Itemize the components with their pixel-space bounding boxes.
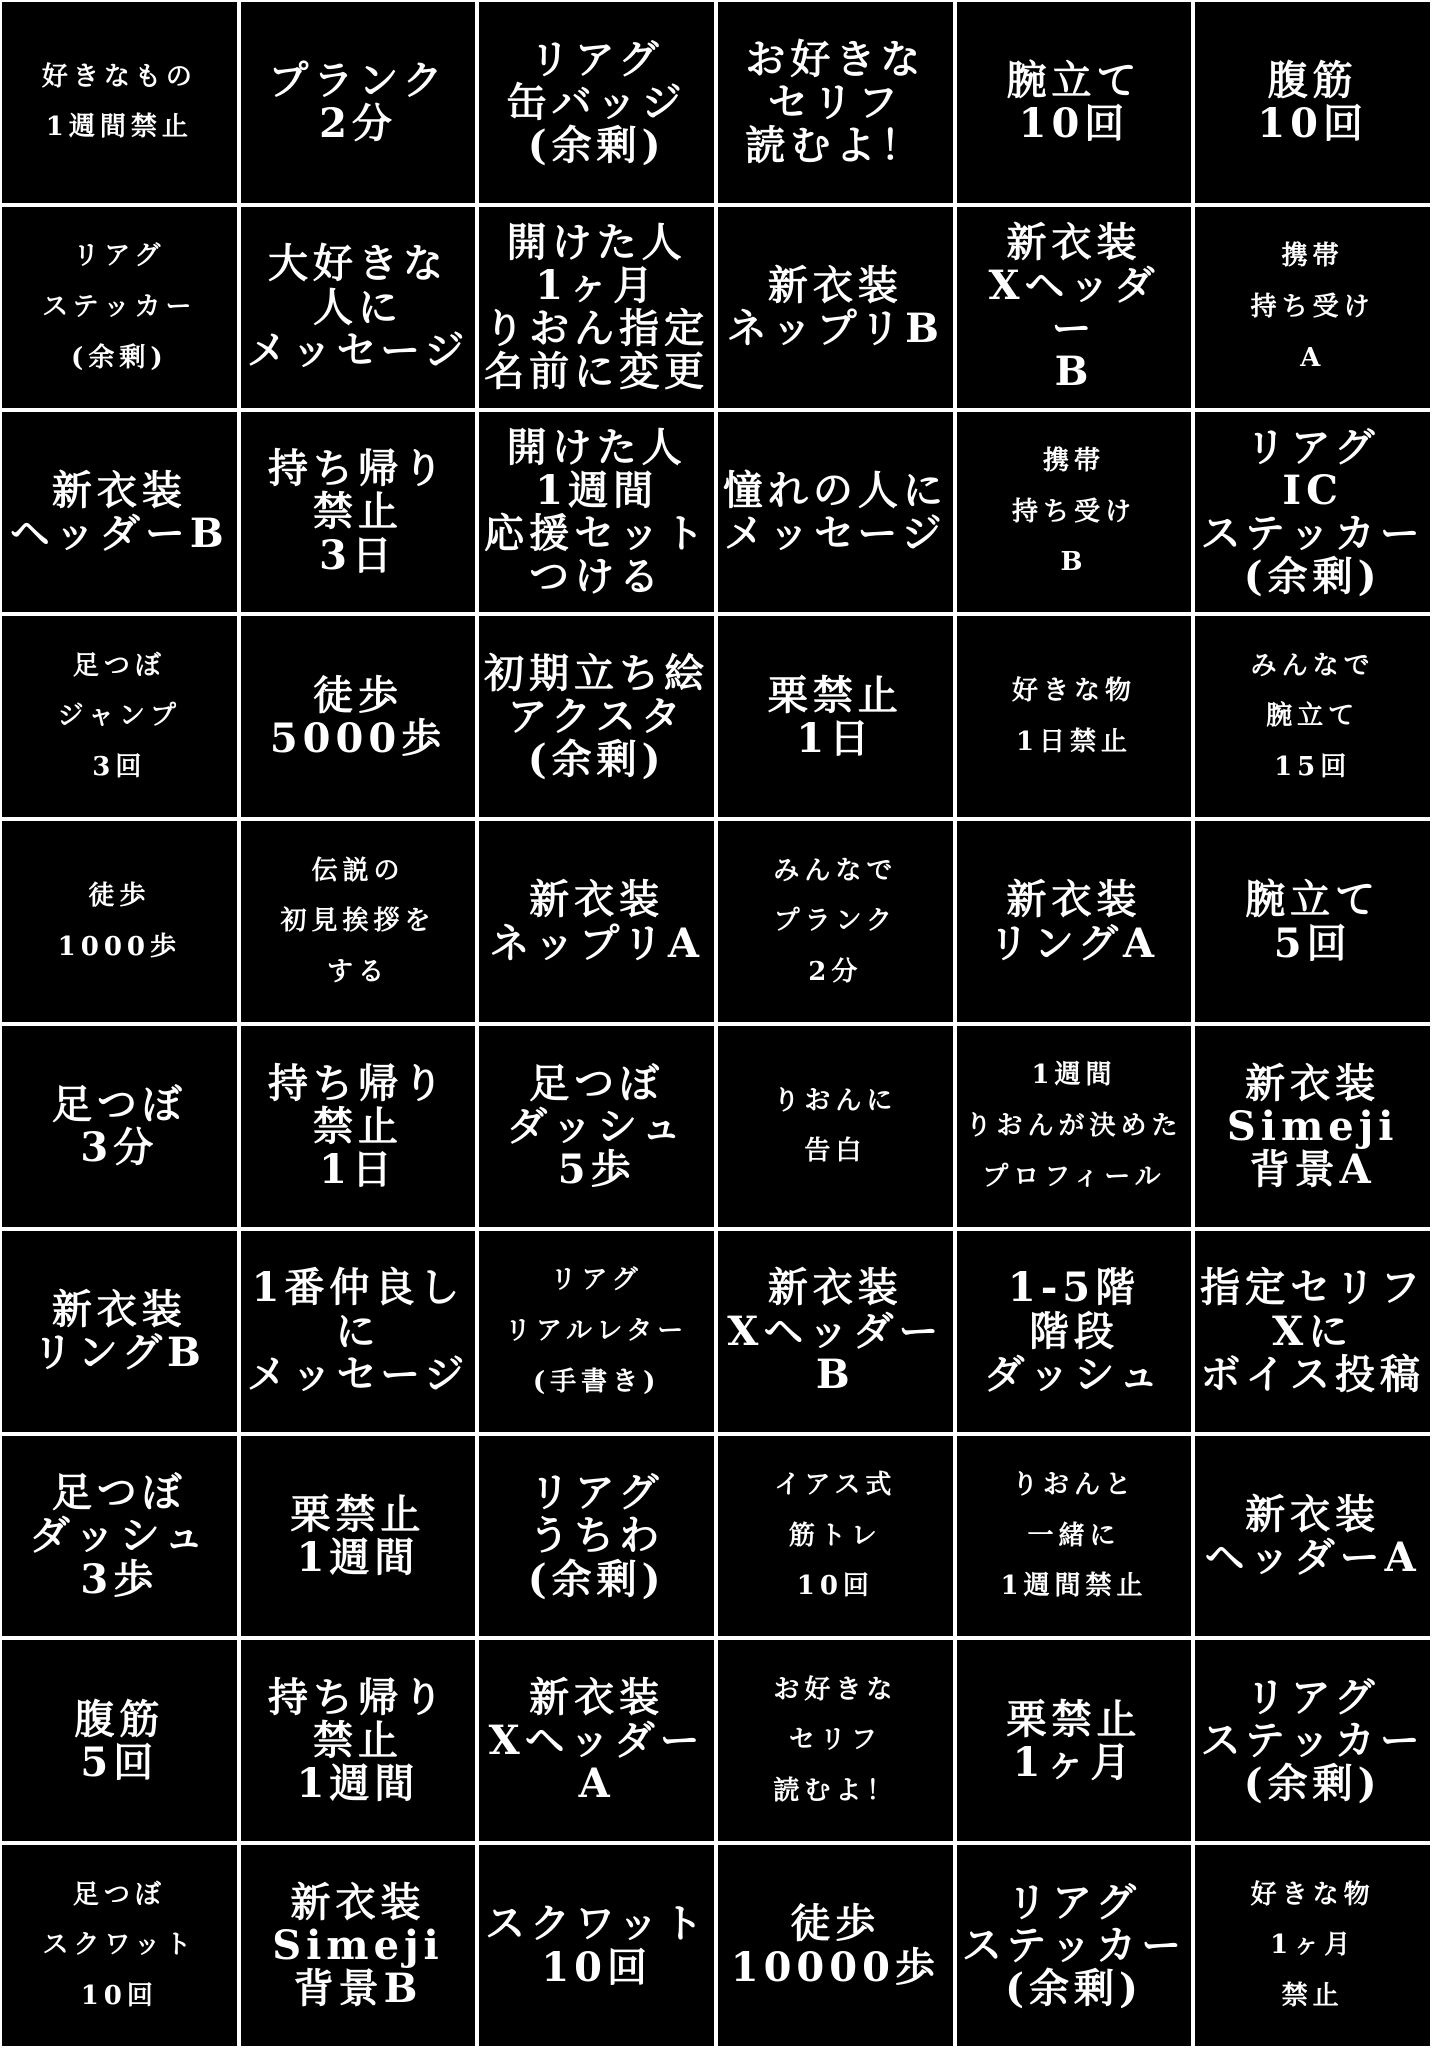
grid-cell-r5-c6[interactable] xyxy=(1195,821,1430,1022)
cell-label: スクワット 10回 xyxy=(485,1900,709,1991)
grid-cell-r7-c3[interactable] xyxy=(479,1231,714,1432)
cell-label: みんなで プランク 2分 xyxy=(773,855,898,987)
cell-label: リアグ うちわ (余剰) xyxy=(527,1469,666,1603)
cell-label: 1週間 りおんが決めた プロフィール xyxy=(965,1060,1183,1192)
grid-cell-r4-c2[interactable] xyxy=(241,616,476,817)
grid-cell-r5-c2[interactable] xyxy=(241,821,476,1022)
grid-cell-r6-c4[interactable] xyxy=(718,1026,953,1227)
cell-label: 持ち帰り 禁止 1日 xyxy=(267,1059,448,1193)
cell-label: 栗禁止 1ヶ月 xyxy=(1006,1695,1142,1786)
grid-cell-r2-c2[interactable] xyxy=(241,207,476,408)
grid-cell-r7-c4[interactable] xyxy=(718,1231,953,1432)
cell-label: 携帯 持ち受け B xyxy=(1011,445,1136,578)
grid-cell-r7-c6[interactable] xyxy=(1195,1231,1430,1432)
cell-label: 初期立ち絵 アクスタ (余剰) xyxy=(484,650,710,784)
grid-cell-r10-c4[interactable] xyxy=(718,1845,953,2046)
cell-label: 腕立て 5回 xyxy=(1245,876,1381,967)
cell-label: 栗禁止 1日 xyxy=(767,671,903,762)
grid-cell-r7-c5[interactable] xyxy=(957,1231,1192,1432)
grid-cell-r2-c1[interactable] xyxy=(2,207,237,408)
cell-label: 腕立て 10回 xyxy=(1006,57,1142,148)
cell-label: 伝説の 初見挨拶を する xyxy=(280,855,436,987)
cell-label: 足つぼ ダッシュ 5歩 xyxy=(507,1059,687,1193)
grid-cell-r7-c2[interactable] xyxy=(241,1231,476,1432)
cell-label: 新衣装 リングB xyxy=(32,1286,206,1377)
grid-cell-r3-c5[interactable] xyxy=(957,412,1192,613)
grid-cell-r4-c1[interactable] xyxy=(2,616,237,817)
grid-cell-r5-c1[interactable] xyxy=(2,821,237,1022)
cell-label: イアス式 筋トレ 10回 xyxy=(774,1469,897,1602)
grid-cell-r9-c1[interactable] xyxy=(2,1640,237,1841)
cell-label: 開けた人 1週間 応援セット つける xyxy=(484,423,710,601)
grid-cell-r4-c5[interactable] xyxy=(957,616,1192,817)
cell-label: 足つぼ ダッシュ 3歩 xyxy=(29,1469,209,1603)
grid-cell-r2-c6[interactable] xyxy=(1195,207,1430,408)
grid-cell-r4-c4[interactable] xyxy=(718,616,953,817)
cell-label: リアグ IC ステッカー (余剰) xyxy=(1200,423,1425,601)
cell-label: お好きな セリフ 読むよ！ xyxy=(745,35,926,169)
grid-cell-r6-c3[interactable] xyxy=(479,1026,714,1227)
cell-label: 新衣装 ネップリB xyxy=(726,262,944,353)
cell-label: 好きな物 1日禁止 xyxy=(1011,676,1136,757)
cell-label: プランク 2分 xyxy=(268,57,448,148)
cell-label: 新衣装 Simeji 背景B xyxy=(272,1878,444,2013)
cell-label: 大好きな 人に メッセージ xyxy=(246,240,470,374)
grid-cell-r1-c5[interactable] xyxy=(957,2,1192,203)
grid-cell-r8-c5[interactable] xyxy=(957,1436,1192,1637)
cell-label: 新衣装 Simeji 背景A xyxy=(1226,1059,1399,1193)
cell-label: 徒歩 1000歩 xyxy=(57,880,182,962)
cell-label: 好きな物 1ヶ月 禁止 xyxy=(1250,1879,1375,2011)
cell-label: 足つぼ ジャンプ 3回 xyxy=(57,650,182,783)
grid-cell-r1-c3[interactable] xyxy=(479,2,714,203)
cell-label: りおんと 一緒に 1週間禁止 xyxy=(1000,1469,1148,1602)
grid-cell-r9-c5[interactable] xyxy=(957,1640,1192,1841)
grid-cell-r2-c4[interactable] xyxy=(718,207,953,408)
cell-label: 持ち帰り 禁止 3日 xyxy=(267,445,448,579)
grid-cell-r10-c3[interactable] xyxy=(479,1845,714,2046)
grid-cell-r3-c4[interactable] xyxy=(718,412,953,613)
cell-label: 新衣装 Xヘッダー A xyxy=(488,1674,705,1808)
cell-label: リアグ ステッカー (余剰) xyxy=(42,241,197,373)
cell-label: 新衣装 リングA xyxy=(988,876,1160,967)
grid-cell-r10-c5[interactable] xyxy=(957,1845,1192,2046)
grid-cell-r4-c3[interactable] xyxy=(479,616,714,817)
cell-label: 憧れの人に メッセージ xyxy=(722,466,948,557)
cell-label: リアグ ステッカー (余剰) xyxy=(1200,1674,1425,1808)
cell-label: 新衣装 Xヘッダー B xyxy=(727,1264,944,1398)
cell-label: 栗禁止 1週間 xyxy=(290,1490,426,1581)
grid-cell-r2-c5[interactable] xyxy=(957,207,1192,408)
cell-label: 腹筋 5回 xyxy=(74,1695,165,1786)
cell-label: 足つぼ 3分 xyxy=(51,1081,187,1172)
cell-label: 腹筋 10回 xyxy=(1257,57,1368,148)
cell-label: リアグ 缶バッジ (余剰) xyxy=(506,35,687,169)
grid-cell-r6-c1[interactable] xyxy=(2,1026,237,1227)
cell-label: りおんに 告白 xyxy=(773,1085,898,1167)
grid-cell-r3-c3[interactable] xyxy=(479,412,714,613)
cell-label: 新衣装 ネップリA xyxy=(489,876,704,967)
grid-cell-r9-c6[interactable] xyxy=(1195,1640,1430,1841)
cell-label: 1-5階 階段 ダッシュ xyxy=(984,1264,1164,1398)
grid-cell-r9-c2[interactable] xyxy=(241,1640,476,1841)
grid-cell-r10-c1[interactable] xyxy=(2,1845,237,2046)
cell-label: リアグ ステッカー (余剰) xyxy=(961,1878,1187,2013)
grid-cell-r1-c1[interactable] xyxy=(2,2,237,203)
cell-label: お好きな セリフ 読むよ！ xyxy=(773,1674,898,1807)
grid-cell-r1-c2[interactable] xyxy=(241,2,476,203)
grid-cell-r2-c3[interactable] xyxy=(479,207,714,408)
grid-cell-r3-c2[interactable] xyxy=(241,412,476,613)
grid-cell-r8-c4[interactable] xyxy=(718,1436,953,1637)
grid-cell-r6-c6[interactable] xyxy=(1195,1026,1430,1227)
grid-cell-r7-c1[interactable] xyxy=(2,1231,237,1432)
cell-label: 好きなもの 1週間禁止 xyxy=(41,61,197,143)
cell-label: 新衣装 ヘッダーA xyxy=(1204,1490,1421,1581)
cell-label: 持ち帰り 禁止 1週間 xyxy=(267,1674,448,1808)
grid-cell-r6-c5[interactable] xyxy=(957,1026,1192,1227)
grid-cell-r8-c6[interactable] xyxy=(1195,1436,1430,1637)
cell-label: 足つぼ スクワット 10回 xyxy=(42,1879,197,2011)
cell-label: 徒歩 10000歩 xyxy=(730,1900,940,1991)
cell-label: 指定セリフ Xに ボイス投稿 xyxy=(1200,1264,1426,1398)
grid-cell-r5-c3[interactable] xyxy=(479,821,714,1022)
grid-cell-r3-c1[interactable] xyxy=(2,412,237,613)
grid-cell-r4-c6[interactable] xyxy=(1195,616,1430,817)
grid-cell-r10-c6[interactable] xyxy=(1195,1845,1430,2046)
grid-cell-r10-c2[interactable] xyxy=(241,1845,476,2046)
grid-cell-r6-c2[interactable] xyxy=(241,1026,476,1227)
grid-cell-r8-c1[interactable] xyxy=(2,1436,237,1637)
cell-label: 新衣装 Xヘッダ ー B xyxy=(988,218,1160,396)
grid-cell-r9-c4[interactable] xyxy=(718,1640,953,1841)
cell-label: 携帯 持ち受け A xyxy=(1250,241,1375,373)
grid-cell-r3-c6[interactable] xyxy=(1195,412,1430,613)
grid-cell-r1-c6[interactable] xyxy=(1195,2,1430,203)
grid-cell-r8-c2[interactable] xyxy=(241,1436,476,1637)
cell-label: 徒歩 5000歩 xyxy=(269,671,447,762)
grid-cell-r5-c4[interactable] xyxy=(718,821,953,1022)
grid-cell-r8-c3[interactable] xyxy=(479,1436,714,1637)
cell-label: 1番仲良し に メッセージ xyxy=(246,1264,470,1398)
cell-label: みんなで 腕立て 15回 xyxy=(1250,650,1375,783)
cell-label: 開けた人 1ヶ月 りおん指定 名前に変更 xyxy=(484,218,710,396)
grid-cell-r9-c3[interactable] xyxy=(479,1640,714,1841)
cell-label: リアグ リアルレター (手書き) xyxy=(505,1265,689,1397)
grid-cell-r5-c5[interactable] xyxy=(957,821,1192,1022)
grid-cell-r1-c4[interactable] xyxy=(718,2,953,203)
cell-label: 新衣装 ヘッダーB xyxy=(9,466,229,557)
